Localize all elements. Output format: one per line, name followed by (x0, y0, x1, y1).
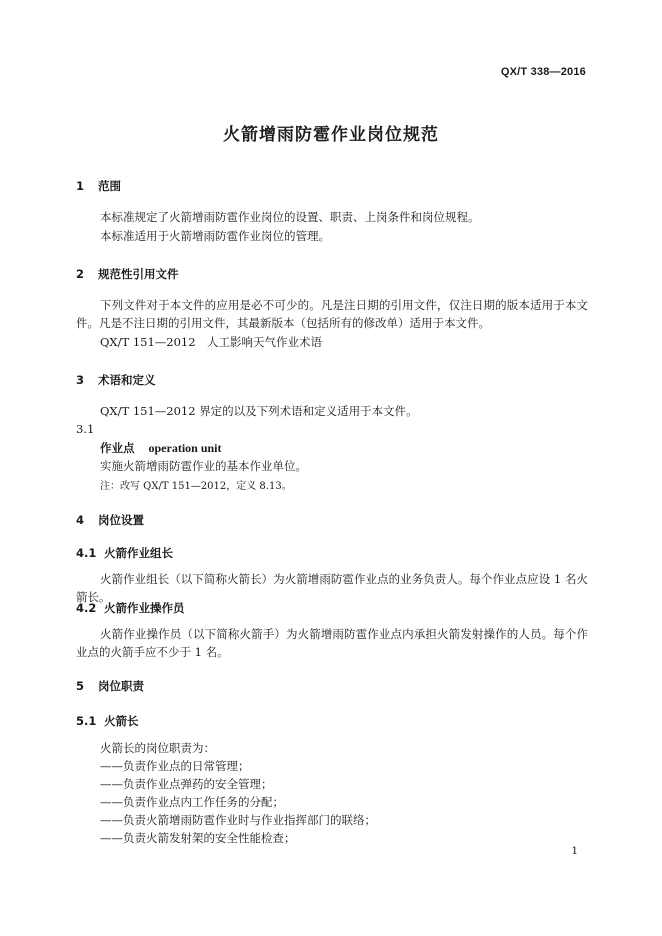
list-item: ——负责火箭发射架的安全性能检查； (100, 831, 296, 845)
section-title: 范围 (98, 179, 121, 193)
paragraph: QX/T 151—2012 界定的以及下列术语和定义适用于本文件。 (100, 404, 418, 418)
list-item: ——负责作业点内工作任务的分配； (100, 795, 284, 809)
subsection-number: 4.1 (76, 546, 97, 560)
paragraph: 本标准规定了火箭增雨防雹作业岗位的设置、职责、上岗条件和岗位规程。 (100, 210, 480, 224)
reference-item: QX/T 151—2012 人工影响天气作业术语 (100, 335, 323, 349)
section-title: 岗位设置 (98, 513, 144, 527)
page-number: 1 (571, 845, 578, 857)
section-title: 规范性引用文件 (98, 267, 179, 281)
paragraph: 下列文件对于本文件的应用是必不可少的。凡是注日期的引用文件，仅注日期的版本适用于本文件。凡是不注日期的引用文件，其最新版本（包括所有的修改单）适用于本文件。 (76, 298, 588, 330)
list-item: ——负责火箭增雨防雹作业时与作业指挥部门的联络； (100, 813, 376, 827)
section-number: 5 (76, 679, 85, 693)
standard-code: QX/T 338—2016 (500, 66, 586, 78)
section-1-heading (76, 178, 121, 194)
subsection-title: 火箭长 (104, 714, 139, 728)
paragraph: 火箭作业操作员（以下简称火箭手）为火箭增雨防雹作业点内承担火箭发射操作的人员。每个作业点的火箭手应不少于 1 名。 (76, 627, 588, 659)
section-number: 3 (76, 373, 85, 387)
term-entry (100, 440, 222, 456)
subsection-5-1-heading (76, 713, 139, 729)
term-number: 3.1 (76, 422, 95, 436)
section-number: 2 (76, 267, 85, 281)
section-title: 岗位职责 (98, 679, 144, 693)
paragraph: 本标准适用于火箭增雨防雹作业岗位的管理。 (100, 229, 330, 243)
duty-intro: 火箭长的岗位职责为： (100, 741, 215, 755)
term-note: 注：改写 QX/T 151—2012，定义 8.13。 (100, 481, 292, 492)
section-title: 术语和定义 (98, 373, 156, 387)
section-number: 1 (76, 179, 85, 193)
term-chinese: 作业点 (100, 441, 135, 455)
term-english: operation unit (148, 441, 222, 455)
subsection-title: 火箭作业操作员 (104, 601, 185, 615)
section-number: 4 (76, 513, 85, 527)
paragraph: 火箭作业组长（以下简称火箭长）为火箭增雨防雹作业点的业务负责人。每个作业点应设 1 名火箭长。 (76, 572, 588, 604)
subsection-4-2-heading (76, 600, 185, 616)
section-2-heading (76, 266, 179, 282)
subsection-number: 5.1 (76, 714, 97, 728)
section-4-heading (76, 512, 144, 528)
term-definition: 实施火箭增雨防雹作业的基本作业单位。 (100, 459, 307, 473)
subsection-number: 4.2 (76, 601, 97, 615)
section-5-heading (76, 678, 144, 694)
section-3-heading (76, 372, 156, 388)
subsection-4-1-heading (76, 545, 173, 561)
subsection-title: 火箭作业组长 (104, 546, 173, 560)
list-item: ——负责作业点的日常管理； (100, 759, 250, 773)
list-item: ——负责作业点弹药的安全管理； (100, 777, 273, 791)
document-title: 火箭增雨防雹作业岗位规范 (223, 125, 439, 145)
